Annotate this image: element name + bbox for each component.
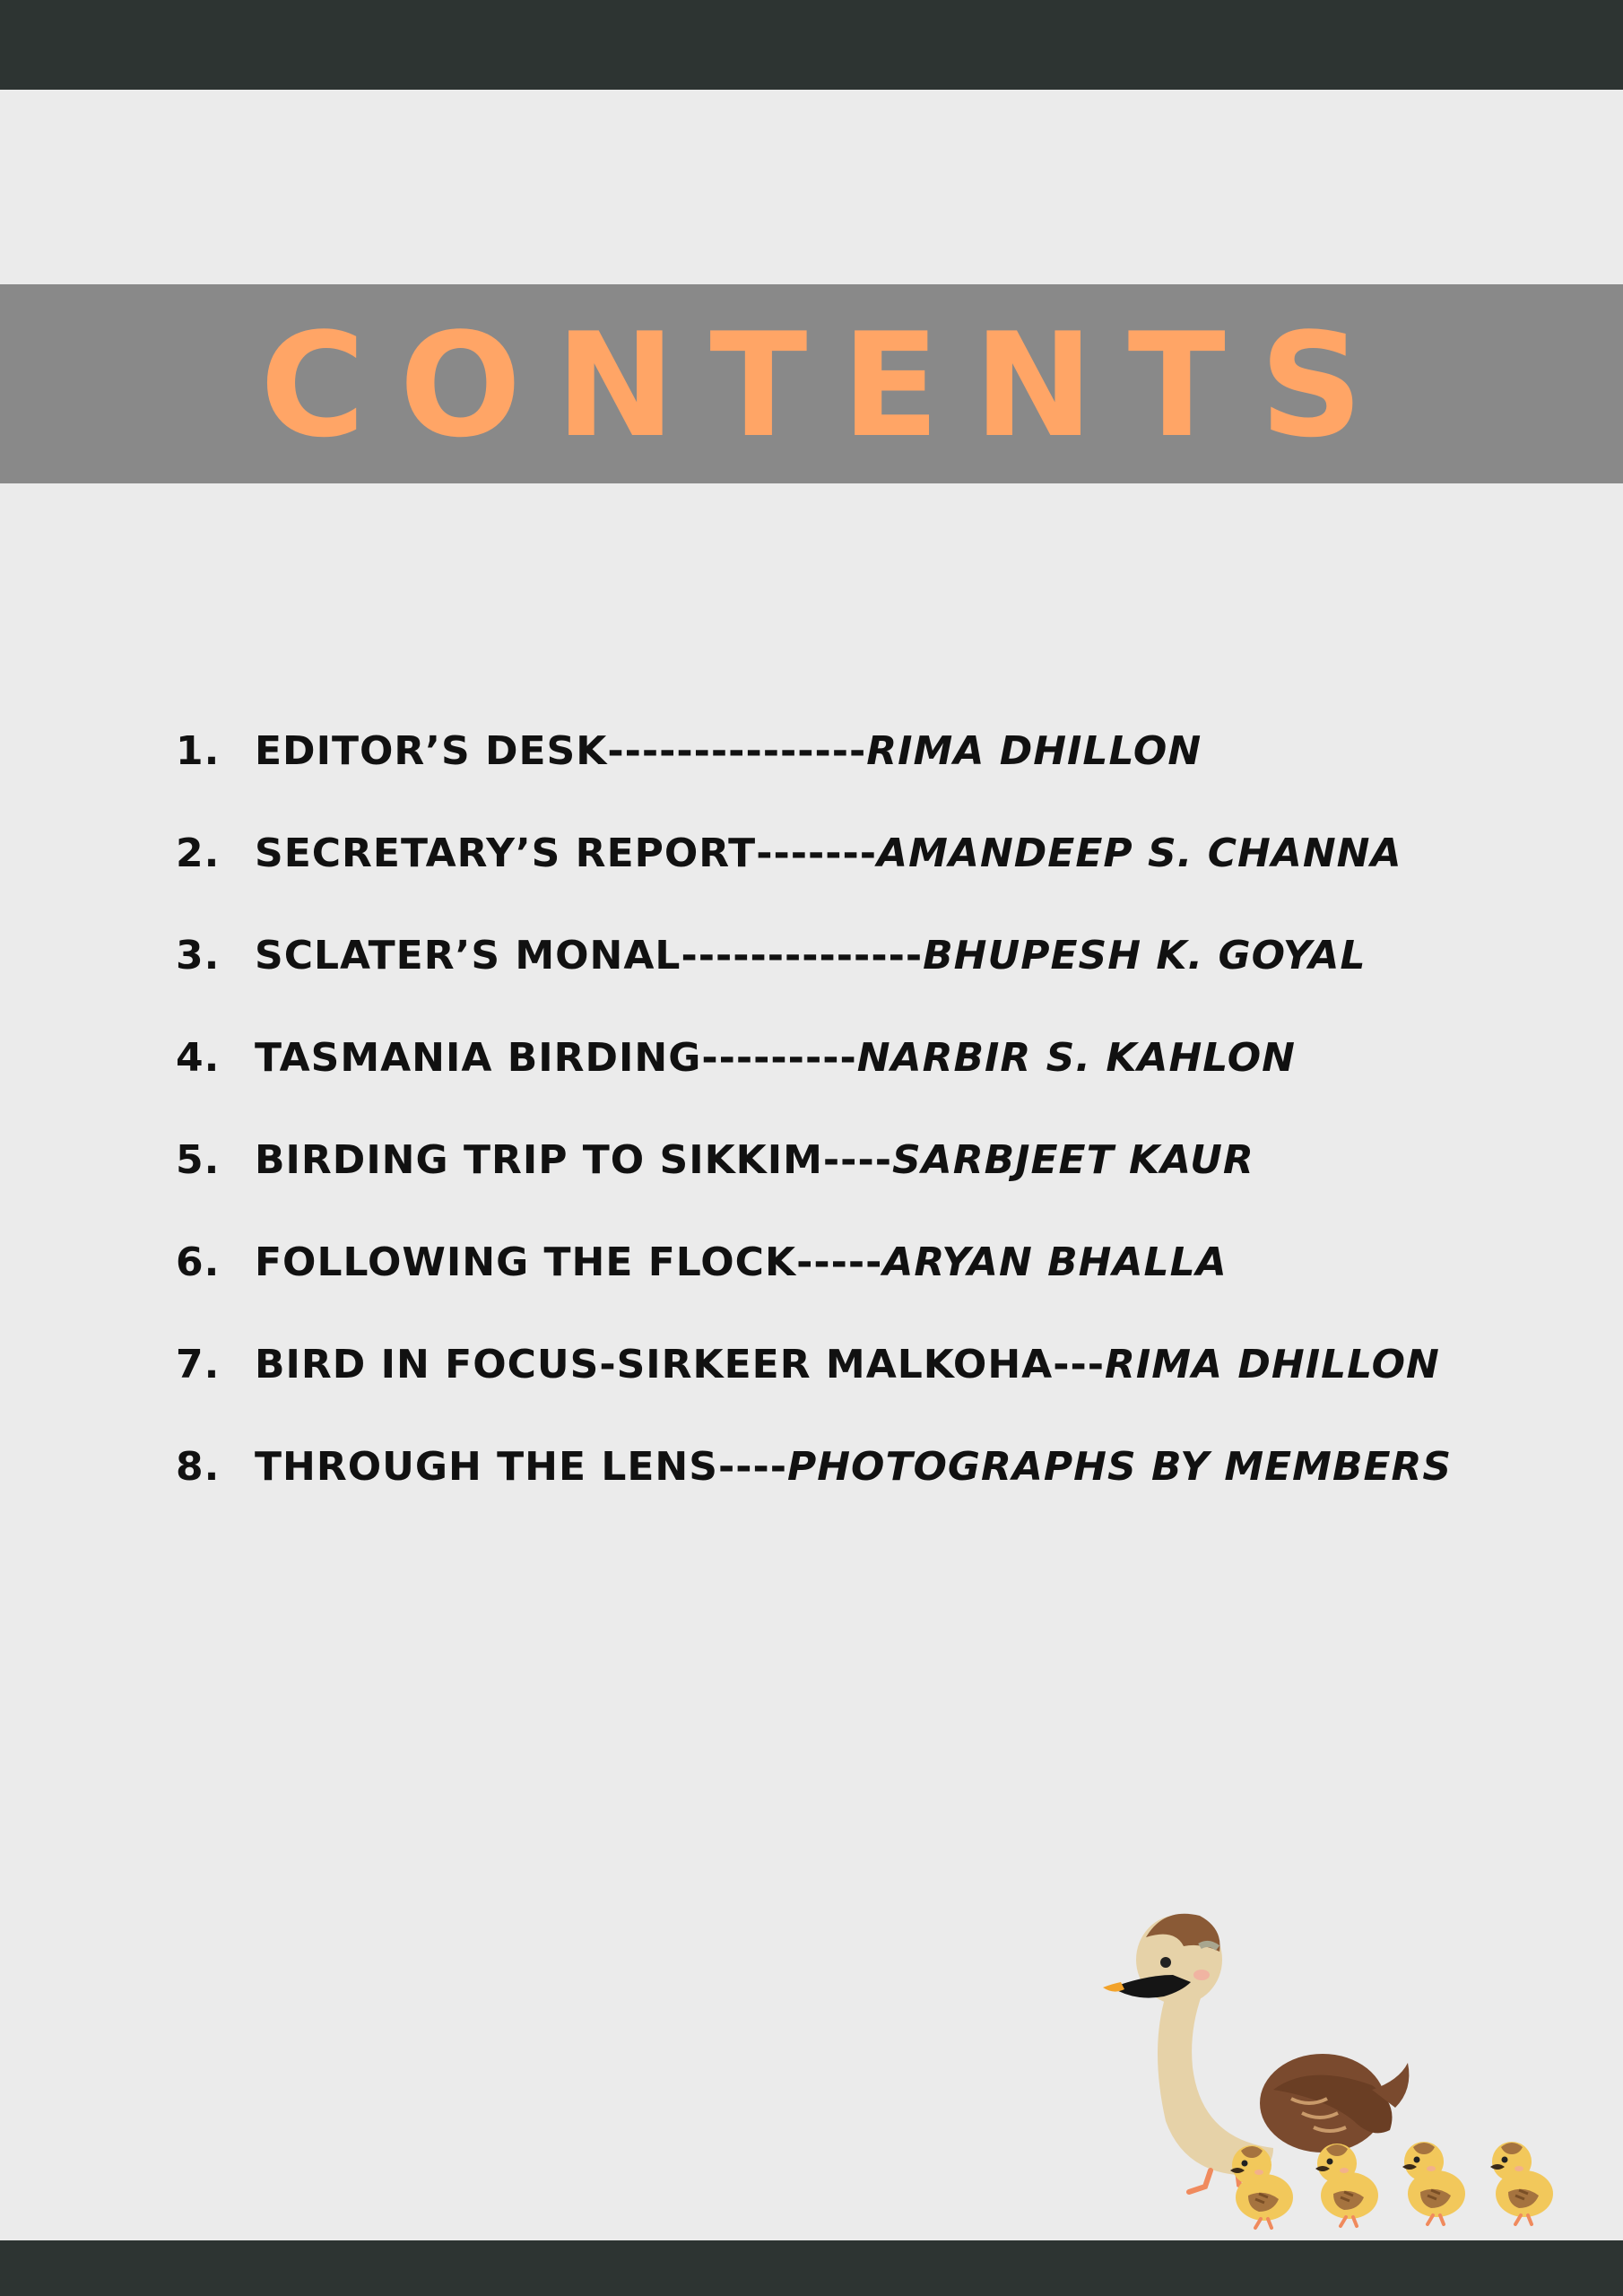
toc-item (176, 1006, 1575, 1109)
duck-with-ducklings-icon (1067, 1910, 1587, 2251)
contents-list (176, 700, 1575, 1518)
toc-separator: ---- (717, 1443, 787, 1490)
duckling (1230, 2145, 1293, 2228)
toc-author: RIMA DHILLON (866, 727, 1202, 774)
toc-title: FOLLOWING THE FLOCK (255, 1239, 797, 1285)
toc-separator: --- (1053, 1341, 1105, 1387)
toc-item (176, 1415, 1575, 1518)
toc-author: ARYAN BHALLA (882, 1239, 1228, 1285)
toc-title: THROUGH THE LENS (255, 1443, 718, 1490)
title-band (0, 284, 1623, 483)
toc-author: NARBIR S. KAHLON (856, 1034, 1296, 1081)
toc-number: 5. (176, 1136, 221, 1183)
toc-title: SCLATER’S MONAL (255, 932, 681, 978)
toc-author: BHUPESH K. GOYAL (923, 932, 1367, 978)
toc-number: 6. (176, 1239, 221, 1285)
toc-author: SARBJEET KAUR (891, 1136, 1254, 1183)
toc-separator: -------------- (681, 932, 924, 978)
bottom-bar (0, 2240, 1623, 2296)
toc-item (176, 802, 1575, 904)
toc-item (176, 1313, 1575, 1415)
duckling (1402, 2142, 1465, 2224)
toc-title: TASMANIA BIRDING (255, 1034, 702, 1081)
toc-title: EDITOR’S DESK (255, 727, 608, 774)
duckling (1315, 2144, 1378, 2226)
toc-separator: ----- (796, 1239, 883, 1285)
toc-number: 7. (176, 1341, 221, 1387)
toc-separator: --------- (701, 1034, 857, 1081)
toc-separator: ---- (822, 1136, 892, 1183)
toc-item (176, 700, 1575, 802)
toc-title: SECRETARY’S REPORT (255, 830, 757, 876)
toc-number: 4. (176, 1034, 221, 1081)
toc-separator: ------- (756, 830, 878, 876)
toc-number: 3. (176, 932, 221, 978)
toc-number: 1. (176, 727, 221, 774)
toc-separator: --------------- (607, 727, 867, 774)
top-bar (0, 0, 1623, 90)
toc-author: RIMA DHILLON (1105, 1341, 1440, 1387)
toc-title: BIRD IN FOCUS-SIRKEER MALKOHA (255, 1341, 1054, 1387)
toc-number: 8. (176, 1443, 221, 1490)
toc-item (176, 1211, 1575, 1313)
toc-item (176, 904, 1575, 1006)
toc-number: 2. (176, 830, 221, 876)
page-title: CONTENTS (259, 301, 1398, 469)
duckling (1490, 2142, 1553, 2224)
toc-author: PHOTOGRAPHS BY MEMBERS (786, 1443, 1453, 1490)
toc-title: BIRDING TRIP TO SIKKIM (255, 1136, 823, 1183)
toc-item (176, 1109, 1575, 1211)
toc-author: AMANDEEP S. CHANNA (877, 830, 1402, 876)
